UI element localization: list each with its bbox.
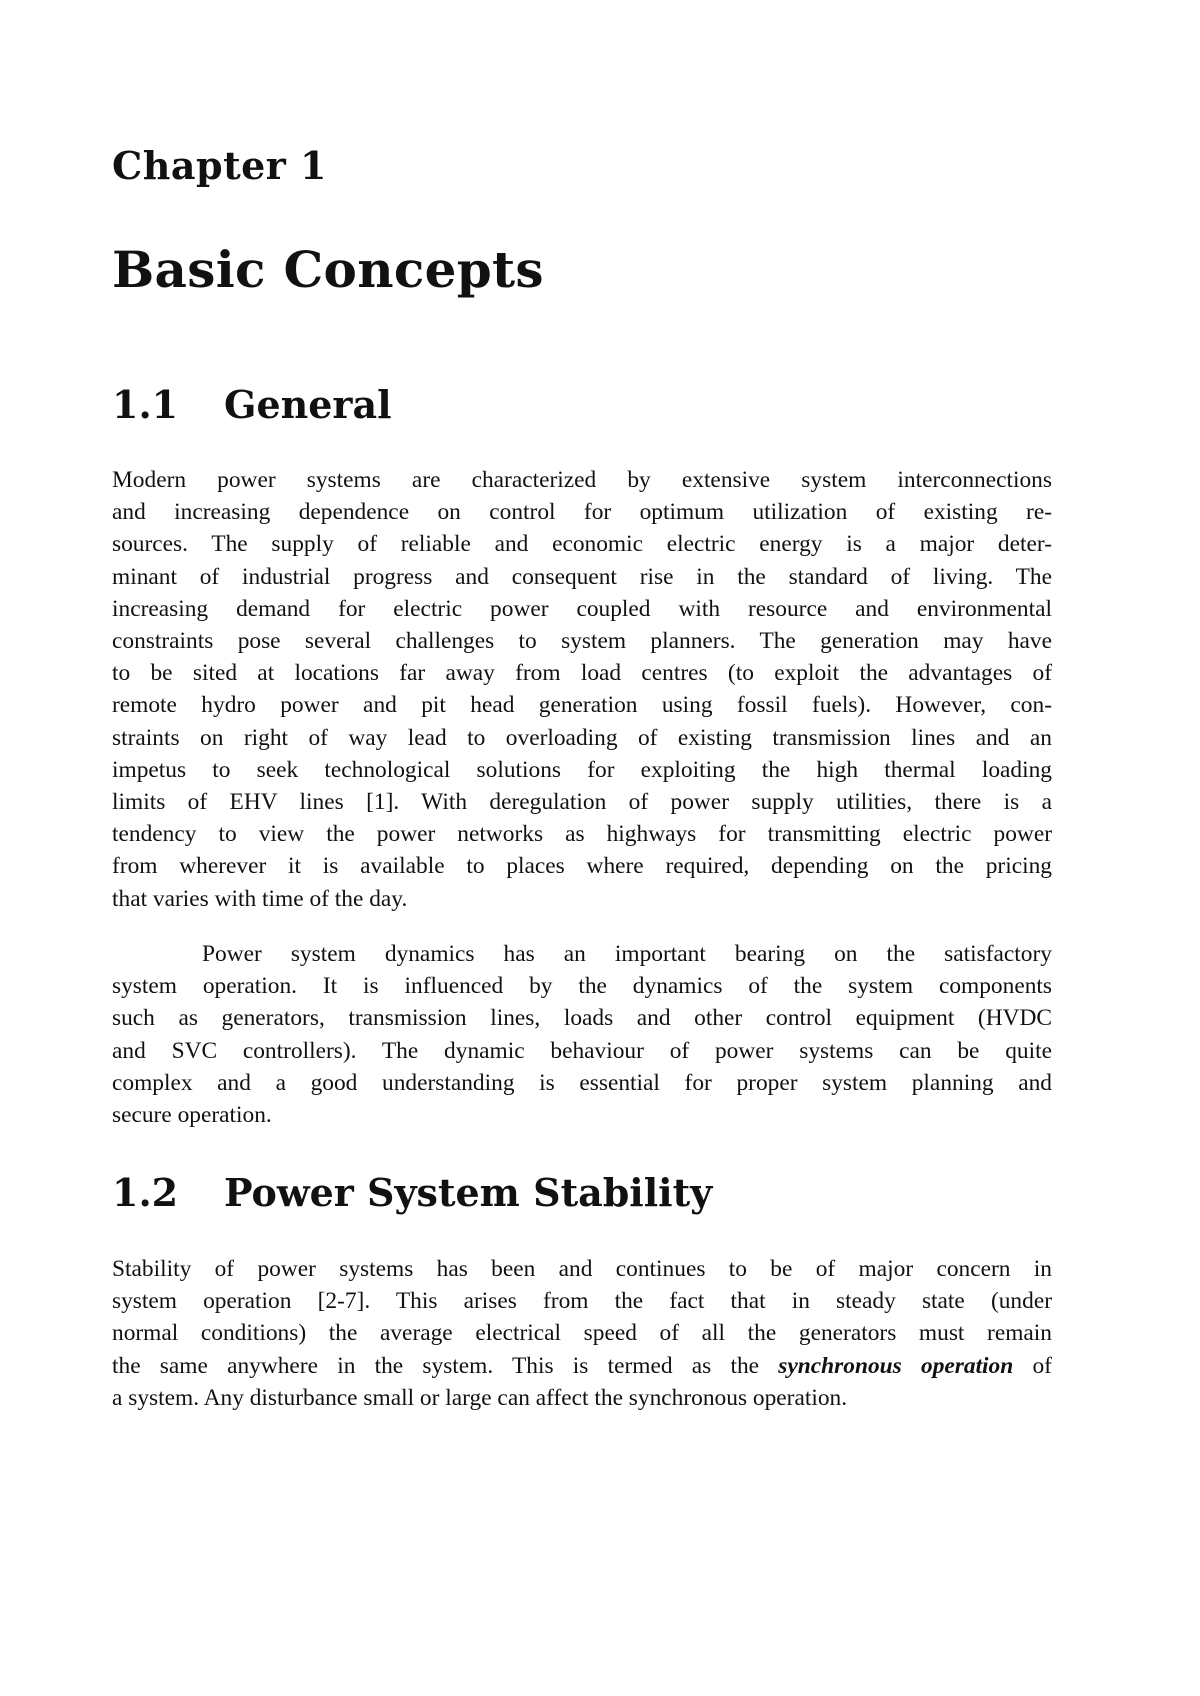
text-line [112,1350,1052,1382]
section-heading-power-system-stability [112,1170,712,1215]
chapter-title: Basic Concepts [112,240,544,299]
text-line: Modern power systems are characterized by extensive system interconnections [112,467,1052,493]
text-line: to be sited at locations far away from load centres (to exploit the advantages of [112,660,1052,687]
paragraph-stability-1 [112,1253,1052,1414]
section-number: 1.2 [112,1170,179,1215]
text-line: increasing demand for electric power coupled with resource and environmental [112,595,1052,622]
text-line: straints on right of way lead to overloading of existing transmission lines and an [112,724,1052,751]
text-line: Power system dynamics has an important bearing on the satisfactory [202,941,1052,967]
text-line: such as generators, transmission lines, loads and other control equipment (HVDC [112,1005,1052,1032]
section-heading-general [112,382,392,427]
text-line: from wherever it is available to places where required, depending on the pricing [112,853,1052,880]
text-line: tendency to view the power networks as highways for transmitting electric power [112,821,1052,848]
text-line: limits of EHV lines [1]. With deregulation of power supply utilities, there is a [112,789,1052,816]
text-segment: of [1032,1352,1052,1379]
text-segment: the same anywhere in the system. This is termed as the [112,1352,760,1379]
text-line: Stability of power systems has been and continues to be of major concern in [112,1256,1052,1282]
text-line: system operation [2-7]. This arises from the fact that in steady state (under [112,1288,1052,1315]
section-number: 1.1 [112,382,179,427]
paragraph-general-1 [112,464,1052,915]
chapter-label: Chapter 1 [112,143,327,188]
text-line: remote hydro power and pit head generation using fossil fuels). However, con- [112,692,1052,719]
text-line: and increasing dependence on control for optimum utilization of existing re- [112,499,1052,526]
text-line: complex and a good understanding is essential for proper system planning and [112,1069,1052,1096]
emphasized-term: synchronous operation [778,1352,1014,1379]
text-line: minant of industrial progress and consequent rise in the standard of living. The [112,563,1052,590]
text-line: and SVC controllers). The dynamic behaviour of power systems can be quite [112,1037,1052,1064]
text-line: sources. The supply of reliable and economic electric energy is a major deter- [112,531,1052,558]
text-line: secure operation. [112,1102,272,1129]
section-title: General [224,382,392,427]
text-line: system operation. It is influenced by the dynamics of the system components [112,973,1052,1000]
section-title: Power System Stability [224,1170,713,1215]
text-line: constraints pose several challenges to system planners. The generation may have [112,628,1052,655]
text-line: a system. Any disturbance small or large can affect the synchronous operation. [112,1384,848,1411]
text-line: normal conditions) the average electrical speed of all the generators must remain [112,1320,1052,1347]
text-line: impetus to seek technological solutions for exploiting the high thermal loading [112,756,1052,783]
paragraph-general-2 [112,938,1052,1131]
text-line: that varies with time of the day. [112,885,408,912]
